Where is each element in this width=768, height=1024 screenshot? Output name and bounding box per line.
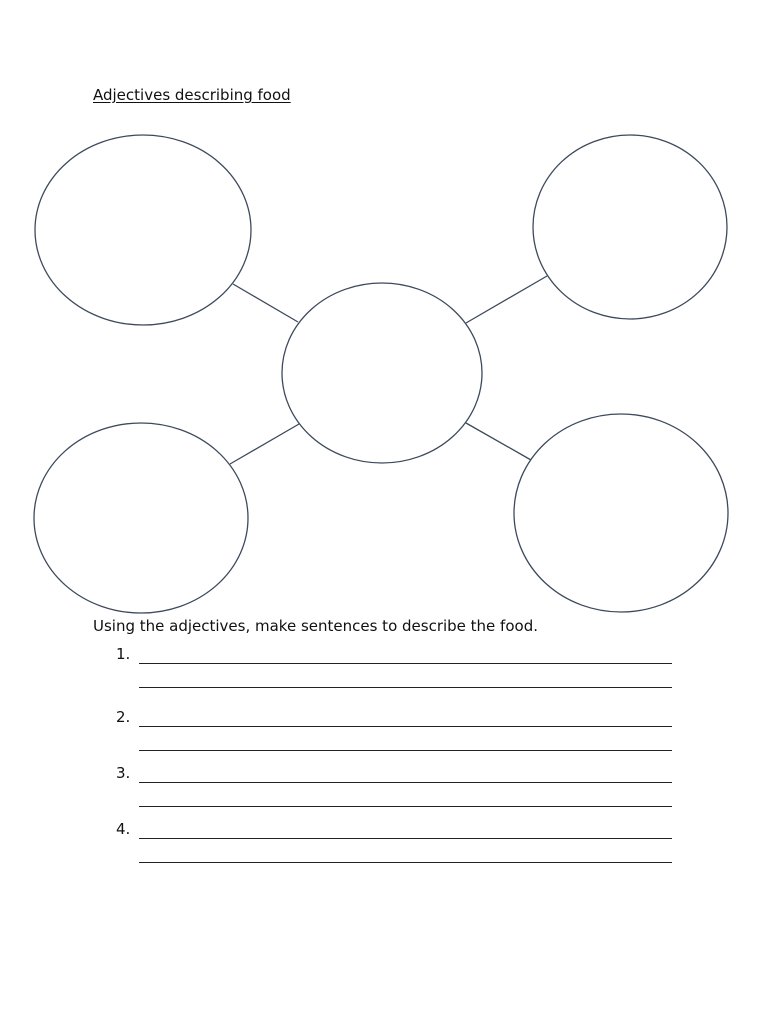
writing-line[interactable] [139,663,672,664]
connector-top-right [466,276,547,323]
connector-top-left [233,284,298,322]
bubble-bottom-left[interactable] [34,423,248,613]
writing-line[interactable] [139,687,672,688]
connector-bottom-right [466,423,531,460]
bubble-bottom-right[interactable] [514,414,728,612]
connector-bottom-left [230,424,299,464]
sentence-item [0,764,768,824]
writing-line[interactable] [139,782,672,783]
item-number: 4. [116,820,131,838]
bubble-center[interactable] [282,283,482,463]
item-number: 2. [116,708,131,726]
worksheet-title: Adjectives describing food [93,86,291,104]
sentence-item [0,645,768,705]
writing-line[interactable] [139,862,672,863]
item-number: 1. [116,645,131,663]
instruction-text: Using the adjectives, make sentences to describe the food. [93,617,538,635]
bubble-top-right[interactable] [533,135,727,319]
writing-line[interactable] [139,750,672,751]
item-number: 3. [116,764,131,782]
writing-line[interactable] [139,838,672,839]
writing-line[interactable] [139,726,672,727]
writing-line[interactable] [139,806,672,807]
bubble-top-left[interactable] [35,135,251,325]
sentence-item [0,820,768,880]
sentence-item [0,708,768,768]
